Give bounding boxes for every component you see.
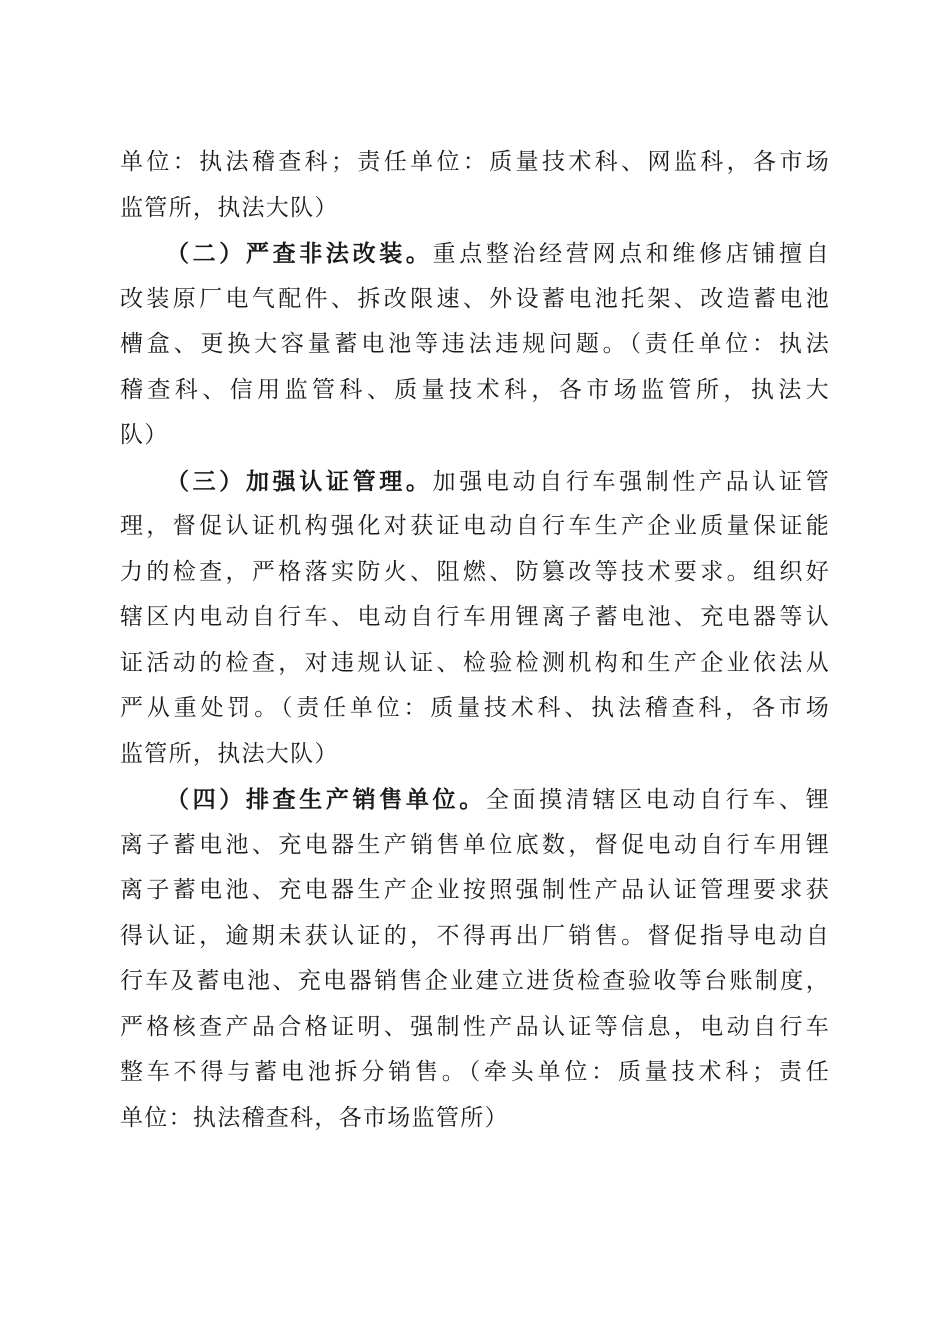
section-text: 重点整治经营网点和维修店铺擅自 xyxy=(432,241,830,267)
section-first-line xyxy=(120,459,830,505)
text-line: 离子蓄电池、充电器生产销售单位底数，督促电动自行车用锂 xyxy=(120,831,830,858)
text-line: 离子蓄电池、充电器生产企业按照强制性产品认证管理要求获 xyxy=(120,877,830,903)
section-text: 全面摸清辖区电动自行车、锂 xyxy=(485,787,830,813)
text-line: 监管所，执法大队） xyxy=(120,740,339,767)
section-heading: （四）排查生产销售单位。 xyxy=(166,786,486,813)
section-first-line xyxy=(120,231,830,277)
section-heading: （二）严查非法改装。 xyxy=(166,240,433,267)
text-line: 得认证，逾期未获认证的，不得再出厂销售。督促指导电动自 xyxy=(120,922,830,949)
text-line: 槽盒、更换大容量蓄电池等违法违规问题。（责任单位：执法 xyxy=(120,331,830,357)
text-line: 监管所，执法大队） xyxy=(120,194,339,221)
text-line: 证活动的检查，对违规认证、检验检测机构和生产企业依法从 xyxy=(120,649,830,676)
text-line: 改装原厂电气配件、拆改限速、外设蓄电池托架、改造蓄电池 xyxy=(120,285,830,312)
section-production-sales-inspection xyxy=(120,777,830,1141)
text-line: 严从重处罚。（责任单位：质量技术科、执法稽查科，各市场 xyxy=(120,695,830,721)
continuation-paragraph xyxy=(120,140,830,231)
text-line: 力的检查，严格落实防火、阻燃、防篡改等技术要求。组织好 xyxy=(120,558,830,585)
text-line: 整车不得与蓄电池拆分销售。（牵头单位：质量技术科；责任 xyxy=(120,1059,830,1085)
text-line: 行车及蓄电池、充电器销售企业建立进货检查验收等台账制度， xyxy=(120,968,830,994)
text-line: 队） xyxy=(120,422,169,448)
document-body xyxy=(120,140,830,1141)
text-line: 严格核查产品合格证明、强制性产品认证等信息，电动自行车 xyxy=(120,1013,830,1040)
text-line: 稽查科、信用监管科、质量技术科，各市场监管所，执法大 xyxy=(120,376,830,403)
section-first-line xyxy=(120,777,830,823)
text-line: 单位：执法稽查科；责任单位：质量技术科、网监科，各市场 xyxy=(120,149,830,175)
text-line: 辖区内电动自行车、电动自行车用锂离子蓄电池、充电器等认 xyxy=(120,604,830,630)
text-line: 理，督促认证机构强化对获证电动自行车生产企业质量保证能 xyxy=(120,513,830,539)
section-illegal-modification xyxy=(120,231,830,459)
section-certification-management xyxy=(120,459,830,778)
section-heading: （三）加强认证管理。 xyxy=(166,467,433,495)
section-text: 加强电动自行车强制性产品认证管 xyxy=(432,468,830,495)
text-line: 单位：执法稽查科，各市场监管所） xyxy=(120,1104,509,1131)
